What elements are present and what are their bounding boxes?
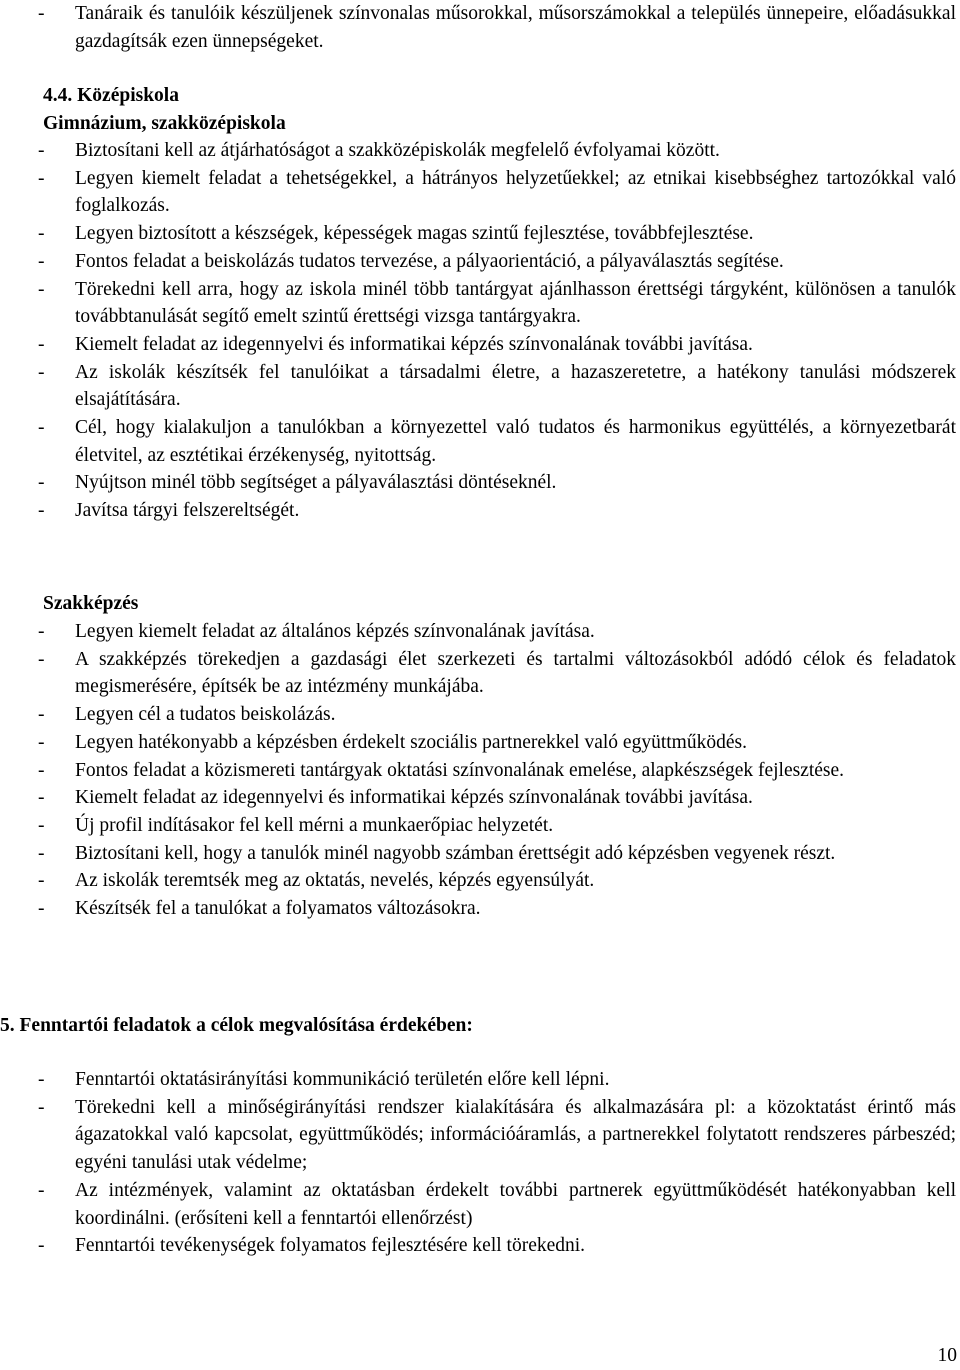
intro-bullet-list [0, 0, 958, 55]
section-5-bullet-list [0, 1066, 958, 1260]
szakkepzes-heading: Szakképzés [43, 593, 139, 614]
section-4-4-subheading: Gimnázium, szakközépiskola [43, 113, 286, 134]
section-5-list-item: - Fenntartói tevékenységek folyamatos fejlesztésére kell törekedni. [0, 1232, 958, 1260]
section-4-4-list-item: - Nyújtson minél több segítséget a pályaválasztási döntéseknél. [0, 469, 958, 497]
szakkepzes-list-item: - Legyen kiemelt feladat az általános képzés színvonalának javítása. [0, 618, 958, 646]
section-4-4-list-item: - Fontos feladat a beiskolázás tudatos tervezése, a pályaorientáció, a pályaválasztás segítése. [0, 248, 958, 276]
page-number: 10 [937, 1345, 957, 1366]
szakkepzes-list-item: - Készítsék fel a tanulókat a folyamatos változásokra. [0, 895, 958, 923]
szakkepzes-list-item: - Az iskolák teremtsék meg az oktatás, nevelés, képzés egyensúlyát. [0, 867, 958, 895]
szakkepzes-list-item: - Biztosítani kell, hogy a tanulók minél nagyobb számban érettségit adó képzésben vegyenek részt. [0, 840, 958, 868]
intro-list-block [0, 0, 958, 55]
szakkepzes-list-item: - Új profil indításakor fel kell mérni a munkaerőpiac helyzetét. [0, 812, 958, 840]
section-4-4-list-item: - Cél, hogy kialakuljon a tanulókban a környezettel való tudatos és harmonikus együttélés, a környezetbarát életvitel, az esztétikai érzékenység, nyitottság. [0, 414, 958, 469]
szakkepzes-list-item: - A szakképzés törekedjen a gazdasági élet szerkezeti és tartalmi változásokból adódó célok és feladatok megismerésére, építsék be az intézmény munkájába. [0, 646, 958, 701]
szakkepzes-bullet-list [0, 618, 958, 923]
section-4-4-list-item: - Legyen kiemelt feladat a tehetségekkel, a hátrányos helyzetűekkel; az etnikai kisebbséghez tartozókkal való foglalkozás. [0, 165, 958, 220]
section-5-list-block [0, 1066, 958, 1260]
section-5-list-item: - Törekedni kell a minőségirányítási rendszer kialakítására és alkalmazására pl: a közoktatást érintő más ágazatokkal való kapcsolat, együttműködés; információáramlás, a partnerekkel folytatott rendszeres párbeszéd; egyéni tanulási utak védelme; [0, 1094, 958, 1177]
szakkepzes-list-block [0, 618, 958, 923]
section-4-4-list-item: - Javítsa tárgyi felszereltségét. [0, 497, 958, 525]
section-4-4-list-item: - Az iskolák készítsék fel tanulóikat a társadalmi életre, a hazaszeretetre, a hatékony tanulási módszerek elsajátítására. [0, 359, 958, 414]
szakkepzes-list-item: - Fontos feladat a közismereti tantárgyak oktatási színvonalának emelése, alapkészségek fejlesztése. [0, 757, 958, 785]
szakkepzes-list-item: - Legyen hatékonyabb a képzésben érdekelt szociális partnerekkel való együttműködés. [0, 729, 958, 757]
szakkepzes-list-item: - Legyen cél a tudatos beiskolázás. [0, 701, 958, 729]
section-4-4-list-item: - Kiemelt feladat az idegennyelvi és informatikai képzés színvonalának további javítása. [0, 331, 958, 359]
section-4-4-list-item: - Törekedni kell arra, hogy az iskola minél több tantárgyat ajánlhasson érettségi tárgyként, különösen a tanulók továbbtanulását segítő emelt szintű érettségi vizsga tantárgyakra. [0, 276, 958, 331]
section-5-list-item: - Az intézmények, valamint az oktatásban érdekelt további partnerek együttműködését hatékonyabban kell koordinálni. (erősíteni kell a fenntartói ellenőrzést) [0, 1177, 958, 1232]
section-4-4-heading: 4.4. Középiskola [43, 85, 179, 106]
intro-list-item: - Tanáraik és tanulóik készüljenek színvonalas műsorokkal, műsorszámokkal a település ünnepeire, előadásukkal gazdagítsák ezen ünnepségeket. [0, 0, 958, 55]
section-4-4-list-item: - Legyen biztosított a készségek, képességek magas szintű fejlesztése, továbbfejlesztése. [0, 220, 958, 248]
section-4-4-list-block [0, 137, 958, 525]
section-5-heading: 5. Fenntartói feladatok a célok megvalósítása érdekében: [0, 1015, 473, 1036]
szakkepzes-list-item: - Kiemelt feladat az idegennyelvi és informatikai képzés színvonalának további javítása. [0, 784, 958, 812]
section-4-4-bullet-list [0, 137, 958, 525]
section-5-list-item: - Fenntartói oktatásirányítási kommunikáció területén előre kell lépni. [0, 1066, 958, 1094]
section-4-4-list-item: - Biztosítani kell az átjárhatóságot a szakközépiskolák megfelelő évfolyamai között. [0, 137, 958, 165]
